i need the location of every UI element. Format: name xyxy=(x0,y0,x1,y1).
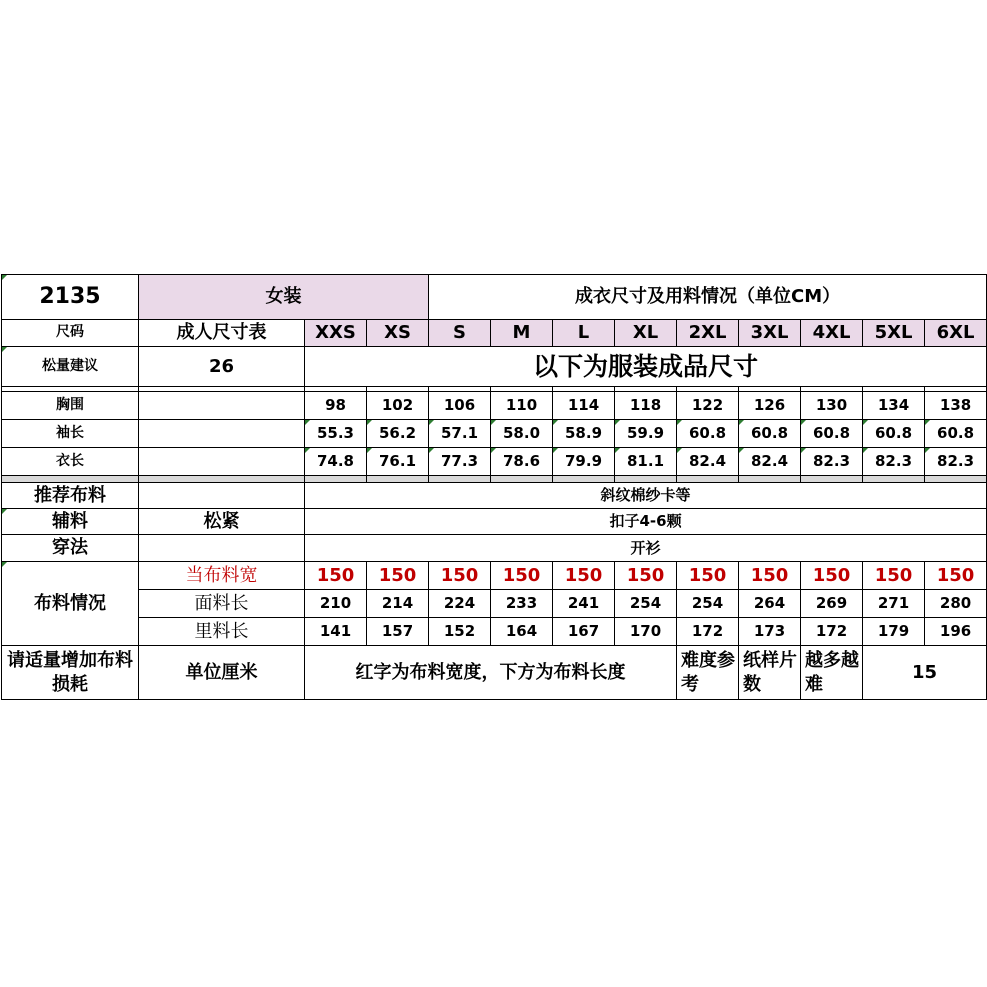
measure-value: 114 xyxy=(553,392,615,420)
lining-length-value: 172 xyxy=(677,618,739,646)
measure-value: 138 xyxy=(925,392,987,420)
size-header: 5XL xyxy=(863,320,925,347)
lining-length-value: 170 xyxy=(615,618,677,646)
fabric-length-value: 280 xyxy=(925,590,987,618)
accessories-value: 扣子4-6颗 xyxy=(305,509,987,535)
fabric-width-row xyxy=(2,562,987,590)
size-header: 6XL xyxy=(925,320,987,347)
lining-length-value: 167 xyxy=(553,618,615,646)
wear-label: 穿法 xyxy=(2,535,139,562)
measure-value: 82.3 xyxy=(863,448,925,476)
accessories-label: 辅料 xyxy=(2,509,139,535)
fabric-length-value: 224 xyxy=(429,590,491,618)
measure-value: 76.1 xyxy=(367,448,429,476)
measure-value: 130 xyxy=(801,392,863,420)
fabric-length-value: 271 xyxy=(863,590,925,618)
measure-value: 102 xyxy=(367,392,429,420)
lining-length-value: 172 xyxy=(801,618,863,646)
lining-length-value: 196 xyxy=(925,618,987,646)
fabric-length-value: 254 xyxy=(677,590,739,618)
difficulty-label: 难度参考 xyxy=(677,646,739,700)
unit-note: 单位厘米 xyxy=(139,646,305,700)
fabric-width-value: 150 xyxy=(367,562,429,590)
fabric-width-value: 150 xyxy=(739,562,801,590)
lining-length-value: 164 xyxy=(491,618,553,646)
fabric-rec-label: 推荐布料 xyxy=(2,483,139,509)
measure-value: 110 xyxy=(491,392,553,420)
fabric-length-value: 264 xyxy=(739,590,801,618)
loss-note: 请适量增加布料损耗 xyxy=(2,646,139,700)
fabric-width-value: 150 xyxy=(615,562,677,590)
fabric-label: 布料情况 xyxy=(2,562,139,646)
lining-fabric-row xyxy=(2,618,987,646)
measure-label: 袖长 xyxy=(2,420,139,448)
measure-value: 60.8 xyxy=(925,420,987,448)
fabric-length-value: 254 xyxy=(615,590,677,618)
measure-value: 56.2 xyxy=(367,420,429,448)
fabric-width-value: 150 xyxy=(491,562,553,590)
size-header: 4XL xyxy=(801,320,863,347)
lining-length-value: 173 xyxy=(739,618,801,646)
measure-value: 78.6 xyxy=(491,448,553,476)
measure-label: 衣长 xyxy=(2,448,139,476)
lining-length-value: 179 xyxy=(863,618,925,646)
measure-value: 122 xyxy=(677,392,739,420)
fabric-length-value: 210 xyxy=(305,590,367,618)
measure-value: 60.8 xyxy=(801,420,863,448)
size-header: 3XL xyxy=(739,320,801,347)
size-header: M xyxy=(491,320,553,347)
measure-value: 82.3 xyxy=(925,448,987,476)
lining-length-value: 157 xyxy=(367,618,429,646)
measure-value: 98 xyxy=(305,392,367,420)
footer-row xyxy=(2,646,987,700)
fabric-rec-row xyxy=(2,483,987,509)
wear-row xyxy=(2,535,987,562)
size-header: 2XL xyxy=(677,320,739,347)
measure-row-sleeve xyxy=(2,420,987,448)
accessories-row xyxy=(2,509,987,535)
table-title: 成衣尺寸及用料情况（单位CM） xyxy=(429,275,987,320)
style-code: 2135 xyxy=(2,275,139,320)
ease-row xyxy=(2,347,987,387)
measure-value: 74.8 xyxy=(305,448,367,476)
measure-value: 58.0 xyxy=(491,420,553,448)
main-fabric-row xyxy=(2,590,987,618)
measure-value: 82.3 xyxy=(801,448,863,476)
size-label: 尺码 xyxy=(2,320,139,347)
measure-value: 60.8 xyxy=(677,420,739,448)
lining-length-value: 141 xyxy=(305,618,367,646)
size-header: XXS xyxy=(305,320,367,347)
wear-value: 开衫 xyxy=(305,535,987,562)
fabric-rec-value: 斜纹棉纱卡等 xyxy=(305,483,987,509)
size-header: XS xyxy=(367,320,429,347)
color-explain: 红字为布料宽度，下方为布料长度 xyxy=(305,646,677,700)
measure-value: 77.3 xyxy=(429,448,491,476)
fabric-row-label: 当布料宽 xyxy=(139,562,305,590)
more-harder-note: 越多越难 xyxy=(801,646,863,700)
measure-row-chest xyxy=(2,392,987,420)
size-row xyxy=(2,320,987,347)
measure-label: 胸围 xyxy=(2,392,139,420)
size-header: XL xyxy=(615,320,677,347)
finished-size-note: 以下为服装成品尺寸 xyxy=(305,347,987,387)
size-header: L xyxy=(553,320,615,347)
measure-row-length xyxy=(2,448,987,476)
measure-value: 134 xyxy=(863,392,925,420)
ease-value: 26 xyxy=(139,347,305,387)
chart-name: 成人尺寸表 xyxy=(139,320,305,347)
accessories-sub: 松紧 xyxy=(139,509,305,535)
fabric-length-value: 241 xyxy=(553,590,615,618)
fabric-width-value: 150 xyxy=(863,562,925,590)
ease-label: 松量建议 xyxy=(2,347,139,387)
fabric-width-value: 150 xyxy=(553,562,615,590)
measure-value: 58.9 xyxy=(553,420,615,448)
fabric-width-value: 150 xyxy=(677,562,739,590)
measure-value: 59.9 xyxy=(615,420,677,448)
measure-value: 82.4 xyxy=(739,448,801,476)
category-cell: 女装 xyxy=(139,275,429,320)
header-row xyxy=(2,275,987,320)
fabric-length-value: 269 xyxy=(801,590,863,618)
measure-value: 106 xyxy=(429,392,491,420)
fabric-width-value: 150 xyxy=(305,562,367,590)
measure-value: 57.1 xyxy=(429,420,491,448)
divider-row xyxy=(2,476,987,483)
measure-value: 81.1 xyxy=(615,448,677,476)
measure-value: 60.8 xyxy=(739,420,801,448)
fabric-width-value: 150 xyxy=(925,562,987,590)
fabric-width-value: 150 xyxy=(429,562,491,590)
fabric-length-value: 214 xyxy=(367,590,429,618)
measure-value: 126 xyxy=(739,392,801,420)
fabric-width-value: 150 xyxy=(801,562,863,590)
measure-value: 55.3 xyxy=(305,420,367,448)
fabric-row-label: 面料长 xyxy=(139,590,305,618)
size-chart-table xyxy=(1,274,987,700)
lining-length-value: 152 xyxy=(429,618,491,646)
measure-value: 79.9 xyxy=(553,448,615,476)
fabric-row-label: 里料长 xyxy=(139,618,305,646)
measure-value: 82.4 xyxy=(677,448,739,476)
measure-value: 60.8 xyxy=(863,420,925,448)
measure-value: 118 xyxy=(615,392,677,420)
pattern-count-label: 纸样片数 xyxy=(739,646,801,700)
fabric-length-value: 233 xyxy=(491,590,553,618)
pattern-count-value: 15 xyxy=(863,646,987,700)
size-header: S xyxy=(429,320,491,347)
